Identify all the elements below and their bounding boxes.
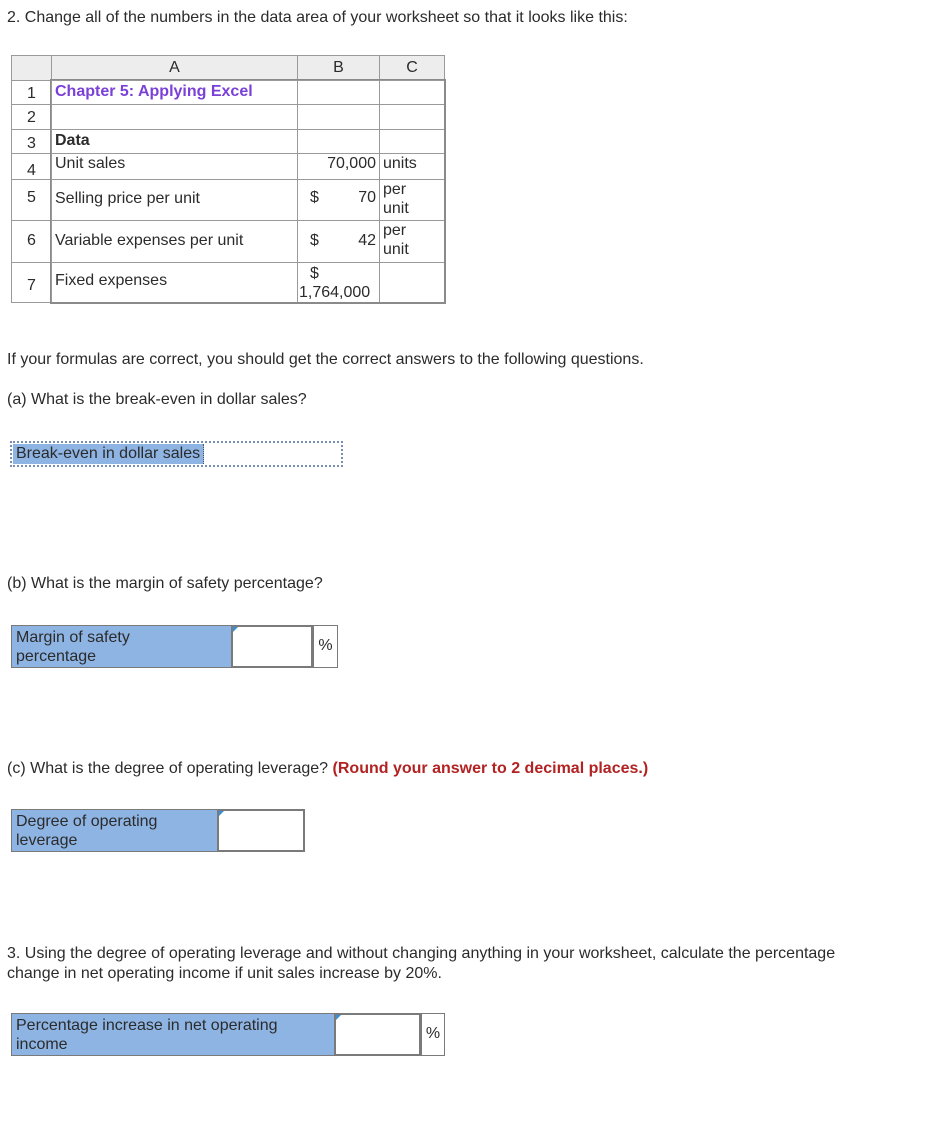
fixed-expenses-currency: $ <box>310 265 319 282</box>
variable-expenses-unit-line1: per <box>383 222 407 239</box>
input-corner-marker <box>233 627 238 632</box>
question-c-round-note: (Round your answer to 2 decimal places.) <box>332 760 649 777</box>
breakeven-input[interactable] <box>232 443 344 467</box>
row-header-6: 6 <box>11 220 51 262</box>
pct-increase-unit: % <box>421 1013 445 1056</box>
unit-sales-unit: units <box>379 153 445 179</box>
question-3-line2: change in net operating income if unit sales increase by 20%. <box>7 965 442 982</box>
selling-price-cell <box>297 179 379 220</box>
dol-input-box[interactable] <box>217 809 305 852</box>
cell-b2 <box>297 104 379 129</box>
pct-increase-label <box>11 1013 335 1056</box>
margin-of-safety-unit: % <box>313 625 338 668</box>
question-b-text: (b) What is the margin of safety percentage? <box>7 575 323 592</box>
margin-of-safety-label-line1: Margin of safety <box>16 629 130 646</box>
margin-of-safety-input[interactable] <box>233 627 311 666</box>
selling-price-unit-line2: unit <box>383 200 409 217</box>
column-header-c: C <box>379 55 445 80</box>
fixed-expenses-label: Fixed expenses <box>51 262 297 303</box>
margin-of-safety-label-line2: percentage <box>16 648 97 665</box>
row-header-4: 4 <box>11 153 51 179</box>
cell-a2 <box>51 104 297 129</box>
row-header-5: 5 <box>11 179 51 220</box>
dol-label-line1: Degree of operating <box>16 813 158 830</box>
variable-expenses-cell <box>297 220 379 262</box>
pct-increase-input-box[interactable] <box>334 1013 421 1056</box>
pct-increase-label-line1: Percentage increase in net operating <box>16 1017 278 1034</box>
dol-input[interactable] <box>219 811 303 850</box>
pct-increase-input[interactable] <box>336 1015 419 1054</box>
sheet-title: Chapter 5: Applying Excel <box>51 80 297 104</box>
breakeven-label: Break-even in dollar sales <box>13 444 204 464</box>
cell-c2 <box>379 104 445 129</box>
question-3-line1: 3. Using the degree of operating leverage and without changing anything in your worksheet, calculate the percentage <box>7 945 836 962</box>
column-header-b: B <box>297 55 379 80</box>
selling-price-currency: $ <box>310 189 319 206</box>
row-header-1: 1 <box>11 80 51 104</box>
input-corner-marker <box>336 1015 341 1020</box>
grid-right-border <box>444 80 445 303</box>
breakeven-input-box[interactable] <box>10 441 343 467</box>
margin-of-safety-label <box>11 625 232 668</box>
cell-c1 <box>379 80 445 104</box>
question-a-text: (a) What is the break-even in dollar sales? <box>7 391 307 408</box>
variable-expenses-currency: $ <box>310 232 319 249</box>
input-corner-marker <box>219 811 224 816</box>
corner-header <box>11 55 51 80</box>
dol-label <box>11 809 218 852</box>
variable-expenses-unit-line2: unit <box>383 241 409 258</box>
variable-expenses-label: Variable expenses per unit <box>51 220 297 262</box>
selling-price-label: Selling price per unit <box>51 179 297 220</box>
margin-of-safety-input-box[interactable] <box>231 625 313 668</box>
row-header-2: 2 <box>11 104 51 129</box>
pct-increase-label-line2: income <box>16 1036 68 1053</box>
data-heading: Data <box>51 129 297 153</box>
column-header-a: A <box>51 55 297 80</box>
question-2-text: 2. Change all of the numbers in the data area of your worksheet so that it looks like this: <box>7 9 628 26</box>
variable-expenses-unit <box>379 220 445 262</box>
worksheet-table <box>11 55 445 303</box>
unit-sales-value: 70,000 <box>297 153 379 179</box>
question-c-main: (c) What is the degree of operating leverage? <box>7 760 329 777</box>
check-text: If your formulas are correct, you should get the correct answers to the following questions. <box>7 351 644 368</box>
row-header-3: 3 <box>11 129 51 153</box>
question-c-text <box>7 759 648 779</box>
cell-b1 <box>297 80 379 104</box>
fixed-expenses-value: 1,764,000 <box>299 284 371 301</box>
cell-b3 <box>297 129 379 153</box>
variable-expenses-value: 42 <box>358 232 376 249</box>
selling-price-value: 70 <box>358 189 376 206</box>
dol-label-line2: leverage <box>16 832 78 849</box>
selling-price-unit-line1: per <box>383 181 407 198</box>
fixed-expenses-cell <box>297 262 379 303</box>
selling-price-unit <box>379 179 445 220</box>
row-header-7: 7 <box>11 262 51 303</box>
cell-c3 <box>379 129 445 153</box>
cell-c7 <box>379 262 445 303</box>
unit-sales-label: Unit sales <box>51 153 297 179</box>
